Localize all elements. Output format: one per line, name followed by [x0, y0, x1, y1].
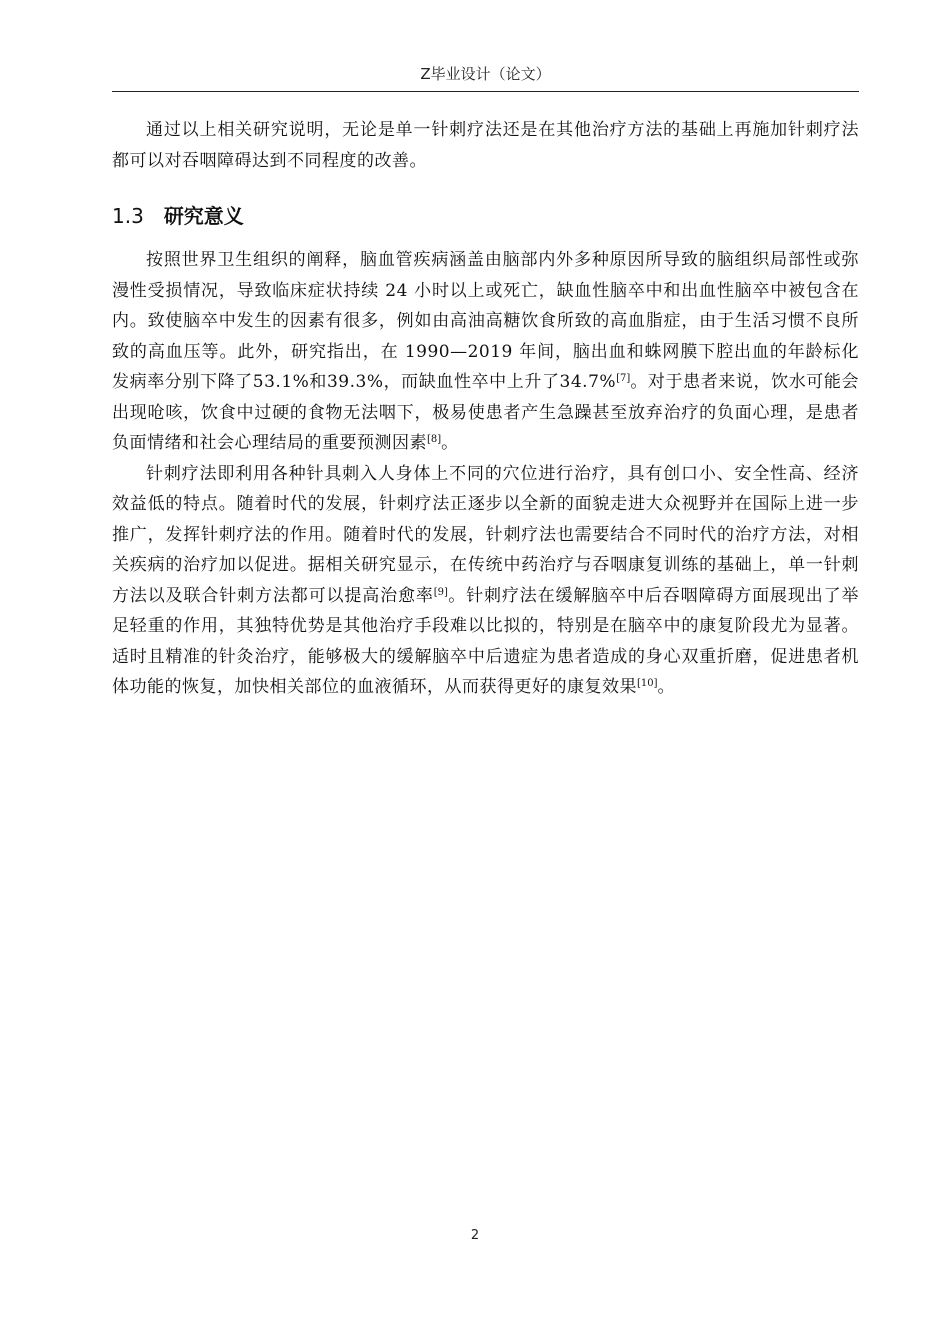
citation-reference: [10] — [637, 678, 658, 689]
citation-reference: [9] — [433, 586, 448, 598]
intro-paragraph: 通过以上相关研究说明，无论是单一针刺疗法还是在其他治疗方法的基础上再施加针刺疗法都可以对吞咽障碍达到不同程度的改善。 — [112, 120, 859, 171]
paragraph-text: 针刺疗法即利用各种针具刺入人身体上不同的穴位进行治疗，具有创口小、安全性高、经济效益低的特点。随着时代的发展，针刺疗法正逐步以全新的面貌走进大众视野并在国际上进一步推广，发挥针刺疗法的作用。随着时代的发展，针刺疗法也需要结合不同时代的治疗方法，对相关疾病的治疗加以促进。据相关研究显示，在传统中药治疗与吞咽康复训练的基础上，单一针刺方法以及联合针刺方法都可以提高治愈率 — [112, 463, 859, 606]
page-number: 2 — [470, 1228, 480, 1243]
document-body — [112, 115, 859, 703]
paragraph-text: 按照世界卫生组织的阐释，脑血管疾病涵盖由脑部内外多种原因所导致的脑组织局部性或弥漫性受损情况，导致临床症状持续 24 小时以上或死亡，缺血性脑卒中和出血性脑卒中被包含在内。致使脑卒中发生的因素有很多，例如由高油高糖饮食所致的高血脂症，由于生活习惯不良所致的高血压等。此外，研究指出，在 1990—2019 年间，脑出血和蛛网膜下腔出血的年龄标化发病率分别下降了53.1%和39.3%，而缺血性卒中上升了34.7% — [112, 250, 859, 392]
paragraph-text: 。 — [441, 433, 459, 453]
citation-reference: [8] — [427, 434, 442, 445]
header-divider — [112, 91, 859, 92]
page-header-title: Z毕业设计（论文） — [420, 65, 551, 83]
paragraph-text: 。针刺疗法在缓解脑卒中后吞咽障碍方面展现出了举足轻重的作用，其独特优势是其他治疗手段难以比拟的，特别是在脑卒中的康复阶段尤为显著。适时且精准的针灸治疗，能够极大的缓解脑卒中后遗症为患者造成的身心双重折磨，促进患者机体功能的恢复，加快相关部位的血液循环，从而获得更好的康复效果 — [112, 585, 860, 697]
section-number: 1.3 — [112, 204, 144, 228]
paragraph-research-significance-2 — [112, 459, 859, 703]
paragraph-text: 。对于患者来说，饮水可能会出现呛咳，饮食中过硬的食物无法咽下，极易使患者产生急躁甚至放弃治疗的负面心理，是患者负面情绪和社会心理结局的重要预测因素 — [112, 372, 860, 453]
citation-reference: [7] — [616, 373, 631, 384]
section-title: 研究意义 — [163, 204, 244, 228]
paragraph-research-significance-1 — [112, 245, 859, 459]
paragraph-text: 。 — [657, 677, 676, 697]
section-heading — [112, 199, 859, 233]
